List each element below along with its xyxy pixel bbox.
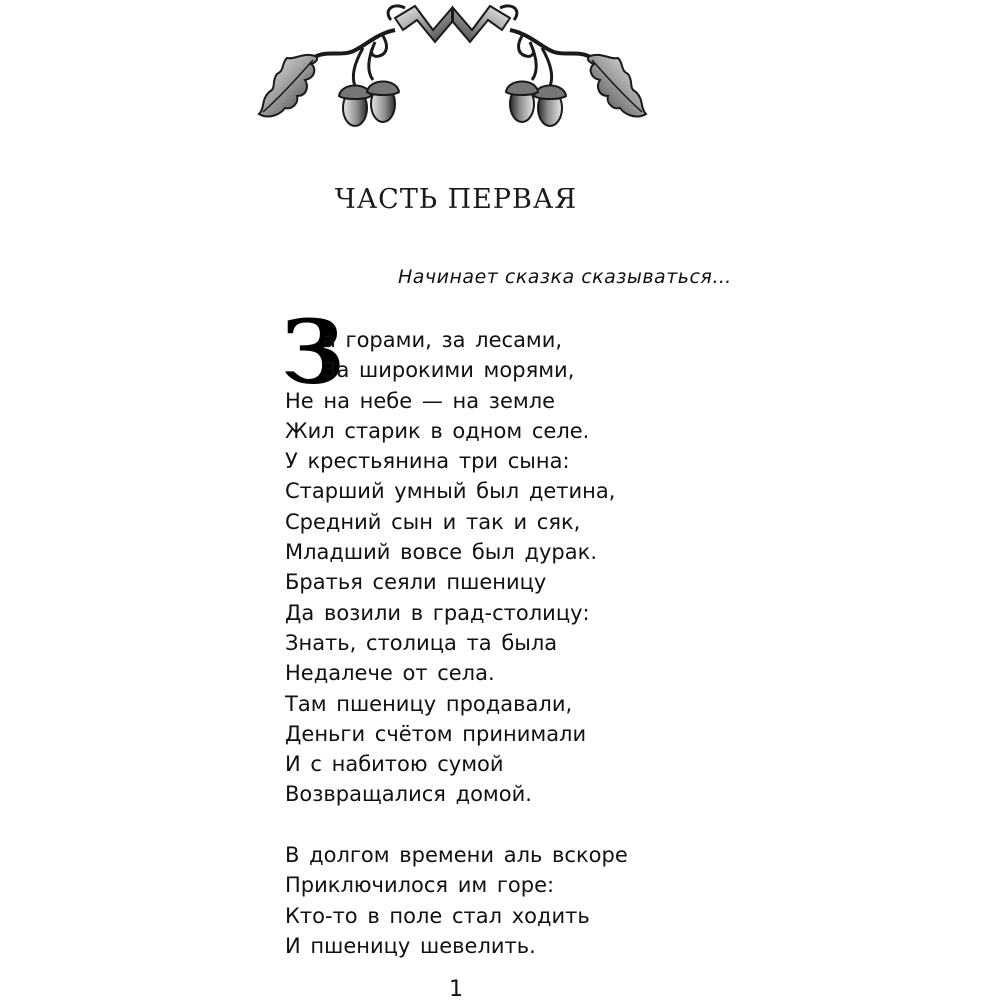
verse-line: В долгом времени аль вскоре: [285, 843, 628, 867]
verse-line: Приключилося им горе:: [285, 873, 555, 898]
verse-line: Кто-то в поле стал ходить: [285, 903, 590, 928]
verse-line: Возвращалися домой.: [285, 782, 532, 807]
verse-line: И пшеницу шевелить.: [285, 933, 536, 958]
verse-line: Недалече от села.: [285, 661, 495, 686]
stanza-2: [285, 840, 628, 961]
epigraph: Начинает сказка сказываться…: [398, 266, 732, 288]
drop-cap: З: [281, 300, 345, 404]
verse-line: Младший вовсе был дурак.: [285, 540, 597, 565]
verse-line: Знать, столица та была: [285, 630, 558, 655]
verse-line: У крестьянина три сына:: [285, 449, 570, 474]
verse-line: И с набитою сумой: [285, 752, 504, 777]
page-number: 1: [449, 977, 463, 1002]
verse-line: Не на небе — на земле: [285, 388, 556, 413]
oak-leaves-acorns-icon: [255, 0, 650, 135]
verse-line: Да возили в град-столицу:: [285, 600, 590, 625]
verse-line: За широкими морями,: [323, 358, 575, 383]
verse-line: Старший умный был детина,: [285, 479, 616, 504]
verse-line: Братья сеяли пшеницу: [285, 570, 547, 595]
verse-line: Средний сын и так и сяк,: [285, 509, 581, 534]
verse-line: Деньги счётом принимали: [285, 721, 587, 746]
verse-line: а горами, за лесами,: [323, 328, 563, 352]
verse-line: Там пшеницу продавали,: [285, 691, 573, 716]
stanza-1: [285, 325, 615, 810]
part-title: ЧАСТЬ ПЕРВАЯ: [334, 184, 578, 215]
verse-line: Жил старик в одном селе.: [285, 418, 590, 443]
